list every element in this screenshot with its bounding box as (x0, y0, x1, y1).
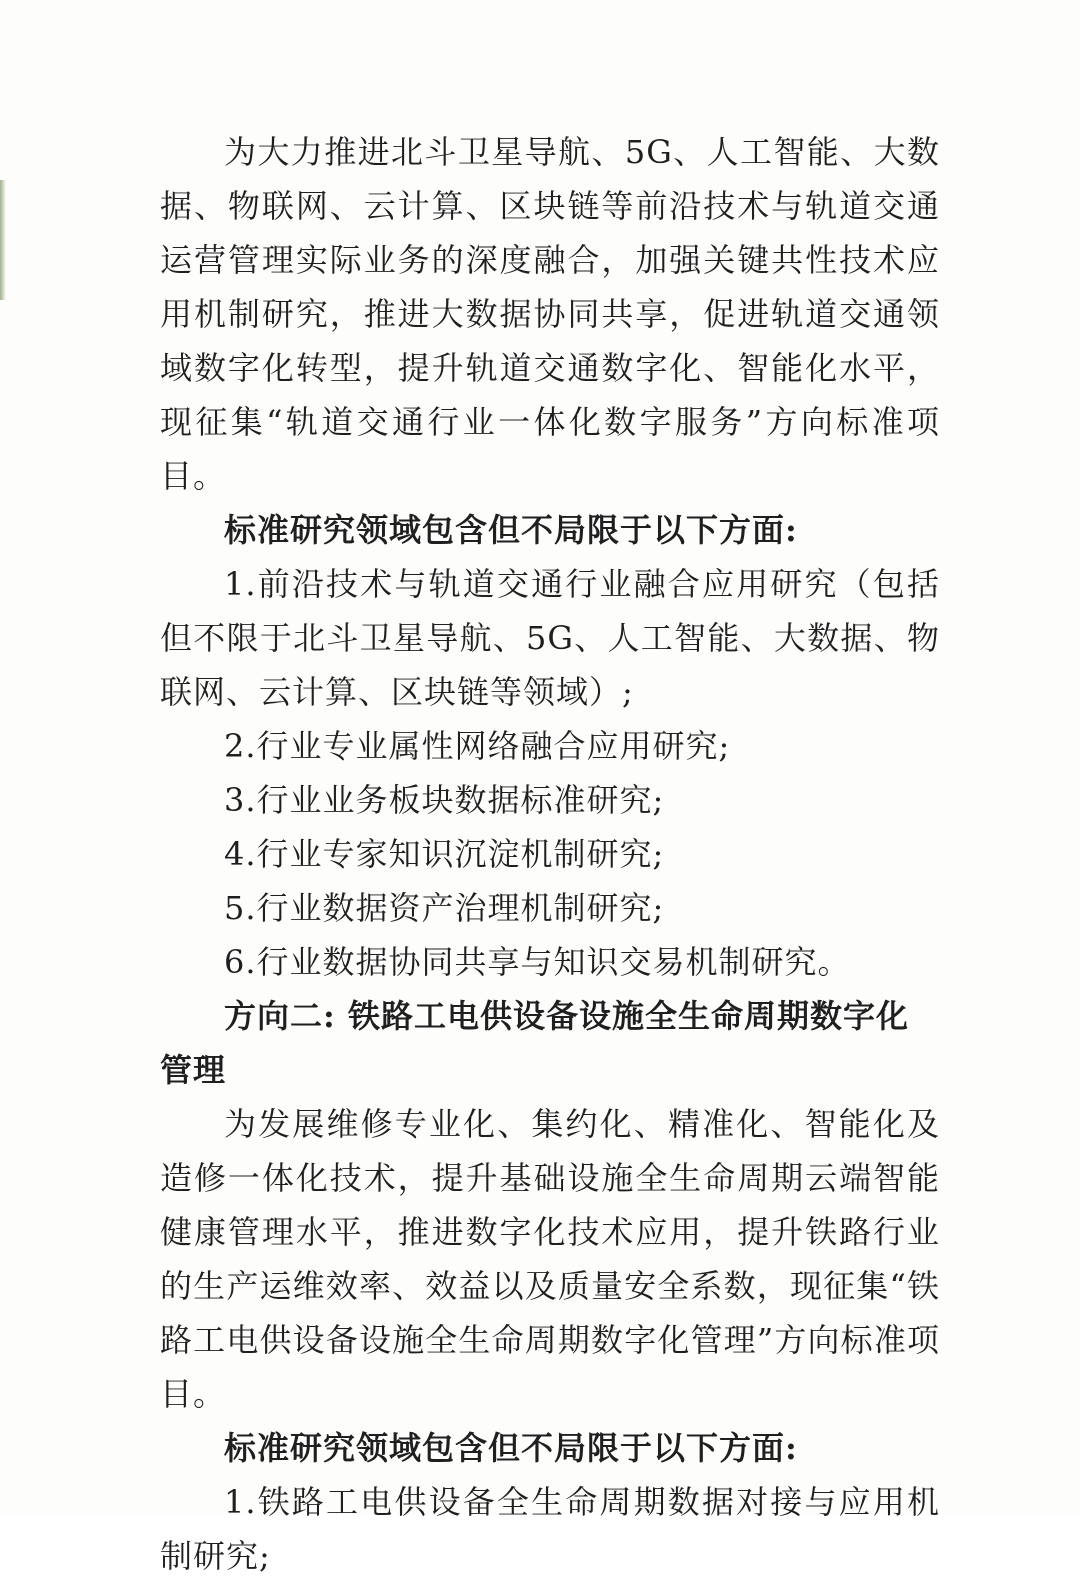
scope-heading-2: 标准研究领域包含但不局限于以下方面: (224, 1429, 798, 1467)
list-item: 6.行业数据协同共享与知识交易机制研究。 (224, 943, 851, 981)
list-item: 3.行业业务板块数据标准研究; (224, 781, 665, 819)
intro-paragraph: 为大力推进北斗卫星导航、5G、人工智能、大数据、物联网、云计算、区块链等前沿技术与轨道交通运营管理实际业务的深度融合，加强关键共性技术应用机制研究，推进大数据协同共享，促进轨道交通领域数字化转型，提升轨道交通数字化、智能化水平，现征集“轨道交通行业一体化数字服务”方向标准项目。 (160, 133, 940, 495)
list-item: 4.行业专家知识沉淀机制研究; (224, 835, 665, 873)
page-edge-shadow (0, 180, 6, 300)
direction-2-heading: 方向二: 铁路工电供设备设施全生命周期数字化管理 (160, 997, 909, 1089)
scope-heading-1: 标准研究领域包含但不局限于以下方面: (224, 511, 798, 549)
list-item: 5.行业数据资产治理机制研究; (224, 889, 665, 927)
list-item: 2.行业专业属性网络融合应用研究; (224, 727, 731, 765)
list-item: 1.铁路工电供设备全生命周期数据对接与应用机制研究; (160, 1483, 940, 1575)
list-item: 1.前沿技术与轨道交通行业融合应用研究（包括但不限于北斗卫星导航、5G、人工智能、大数据、物联网、云计算、区块链等领域）; (160, 565, 940, 711)
direction-2-paragraph: 为发展维修专业化、集约化、精准化、智能化及造修一体化技术，提升基础设施全生命周期云端智能健康管理水平，推进数字化技术应用，提升铁路行业的生产运维效率、效益以及质量安全系数，现征集“铁路工电供设备设施全生命周期数字化管理”方向标准项目。 (160, 1105, 940, 1413)
document-body (160, 125, 940, 1583)
